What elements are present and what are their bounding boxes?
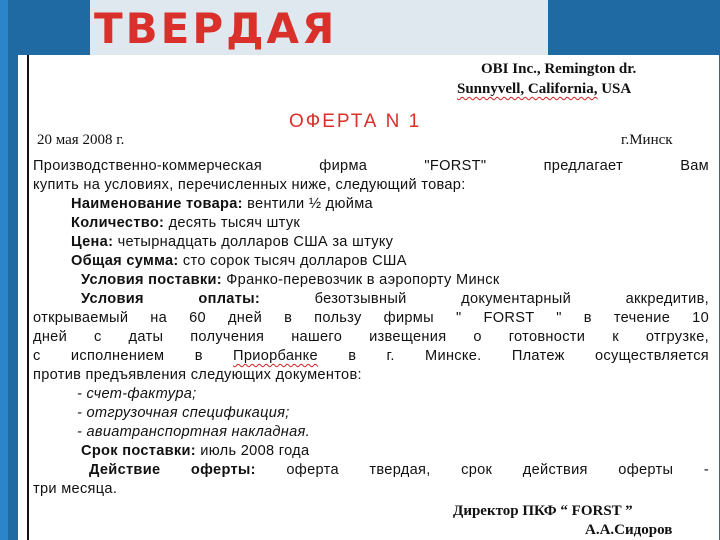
- price-label: Цена:: [71, 234, 114, 250]
- signer-name: А.А.Сидоров: [585, 522, 673, 538]
- total-label: Общая сумма:: [71, 253, 179, 269]
- delivery-term-label: Срок поставки:: [81, 443, 196, 459]
- payment-para-line-3: дней с даты получения нашего извещения о готовности к отгрузке,: [33, 329, 709, 345]
- offer-date: 20 мая 2008 г.: [37, 132, 125, 148]
- payment-row: [81, 291, 709, 307]
- intro-line-2: купить на условиях, перечисленных ниже, следующий товар:: [33, 177, 466, 193]
- left-accent-strip: [0, 0, 8, 540]
- document-body: [27, 55, 715, 540]
- payment-label: Условия оплаты:: [81, 291, 261, 307]
- company-address-line-2: [457, 81, 631, 98]
- goods-row: [71, 196, 373, 212]
- slide-title: ТВЕРДАЯ: [94, 4, 338, 53]
- delivery-label: Условия поставки:: [81, 272, 222, 288]
- quantity-value: десять тысяч штук: [164, 215, 301, 231]
- intro-line-1: Производственно-коммерческая фирма "FORST" предлагает Вам: [33, 158, 709, 174]
- payment-para-line-5: против предъявления следующих документов:: [33, 367, 362, 383]
- delivery-row: [81, 272, 500, 288]
- document-item-airwaybill: - авиатранспортная накладная.: [77, 424, 311, 440]
- company-country: USA: [597, 81, 632, 97]
- total-row: [71, 253, 407, 269]
- validity-value: оферта твердая, срок действия оферты -: [255, 462, 710, 478]
- document-item-invoice: - счет-фактура;: [77, 386, 197, 402]
- payment-value: безотзывный документарный аккредитив,: [260, 291, 709, 307]
- validity-line-2: три месяца.: [33, 481, 118, 497]
- signer-title: Директор ПКФ “ FORST ”: [453, 503, 633, 519]
- bank-name: Приорбанке: [233, 348, 318, 364]
- goods-label: Наименование товара:: [71, 196, 243, 212]
- document-item-specification: - отгрузочная спецификация;: [77, 405, 290, 421]
- validity-row: [89, 462, 709, 478]
- offer-document: [18, 55, 719, 540]
- price-row: [71, 234, 393, 250]
- payment-para-line-4: [33, 348, 709, 364]
- delivery-value: Франко-перевозчик в аэропорту Минск: [221, 272, 500, 288]
- delivery-term-row: [81, 443, 309, 459]
- offer-title: ОФЕРТА N 1: [289, 111, 422, 132]
- payment-para-line-4-pre: с исполнением в: [33, 348, 234, 364]
- price-value: четырнадцать долларов США за штуку: [113, 234, 394, 250]
- goods-value: вентили ½ дюйма: [242, 196, 373, 212]
- delivery-term-value: июль 2008 года: [195, 443, 310, 459]
- company-city-misspelled: Sunnyvell, California,: [457, 81, 598, 97]
- quantity-row: [71, 215, 300, 231]
- company-address-line-1: OBI Inc., Remington dr.: [481, 61, 637, 77]
- offer-city: г.Минск: [621, 132, 673, 148]
- payment-para-line-2: открываемый на 60 дней в пользу фирмы " FORST " в течение 10: [33, 310, 709, 326]
- total-value: сто сорок тысяч долларов США: [178, 253, 407, 269]
- payment-para-line-4-post: в г. Минске. Платеж осуществляется: [317, 348, 709, 364]
- quantity-label: Количество:: [71, 215, 165, 231]
- validity-label: Действие оферты:: [89, 462, 256, 478]
